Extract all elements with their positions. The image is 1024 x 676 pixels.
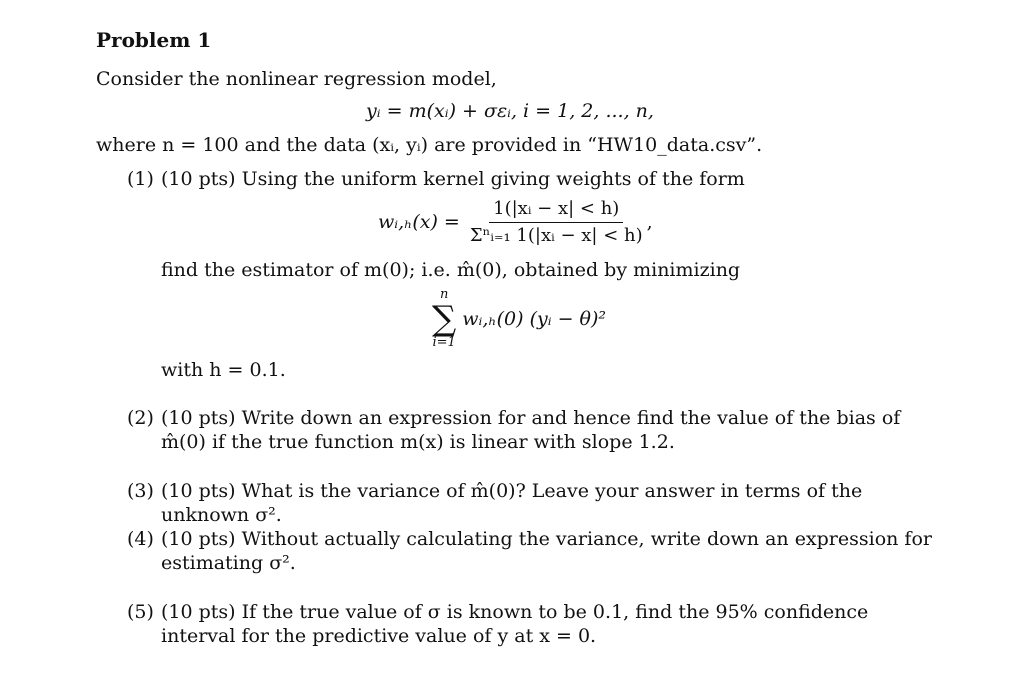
weight-denominator: Σⁿᵢ₌₁ 1(|xᵢ − x| < h) (469, 224, 643, 246)
model-equation: yᵢ = m(xᵢ) + σεᵢ, i = 1, 2, ..., n, (366, 100, 654, 122)
sigma-symbol: ∑ (432, 299, 457, 340)
sum-equation (432, 288, 606, 351)
where-text: where n = 100 and the data (xᵢ, yᵢ) are provided in “HW10_data.csv”. (96, 134, 763, 156)
sum-body: wᵢ,ₕ(0) (yᵢ − θ)² (462, 307, 607, 330)
summation (432, 288, 456, 351)
part4 (127, 528, 947, 576)
weight-equation (378, 198, 653, 246)
sum-upper-limit: n (439, 287, 449, 302)
part5 (127, 601, 947, 649)
part1-text: (10 pts) Using the uniform kernel giving weights of the form (161, 168, 745, 190)
weight-lhs: wᵢ,ₕ(x) = (378, 210, 460, 233)
sum-lower-limit: i=1 (432, 335, 456, 351)
weight-numerator: 1(|xᵢ − x| < h) (489, 198, 623, 223)
part2-number: (2) (127, 407, 154, 429)
part3-number: (3) (127, 480, 154, 502)
part5-number: (5) (127, 601, 154, 623)
with-text: with h = 0.1. (161, 359, 286, 381)
weight-fraction (466, 198, 647, 246)
part4-number: (4) (127, 528, 154, 550)
problem-heading: Problem 1 (96, 28, 212, 52)
part2-text: (10 pts) Write down an expression for and hence find the value of the bias of m̂(0) if the true function m(x) is linear with slope 1.2. (161, 407, 901, 453)
weight-tail: , (646, 210, 653, 233)
part4-text: (10 pts) Without actually calculating the variance, write down an expression for estimating σ². (161, 528, 932, 574)
part5-text: (10 pts) If the true value of σ is known to be 0.1, find the 95% confidence interval for the predictive value of y at x = 0. (161, 601, 869, 647)
find-text: find the estimator of m(0); i.e. m̂(0), obtained by minimizing (161, 259, 741, 281)
part3 (127, 480, 947, 528)
part1-number: (1) (127, 168, 154, 190)
part3-text: (10 pts) What is the variance of m̂(0)? Leave your answer in terms of the unknown σ². (161, 480, 863, 526)
intro-text: Consider the nonlinear regression model, (96, 68, 497, 90)
part2 (127, 407, 947, 455)
